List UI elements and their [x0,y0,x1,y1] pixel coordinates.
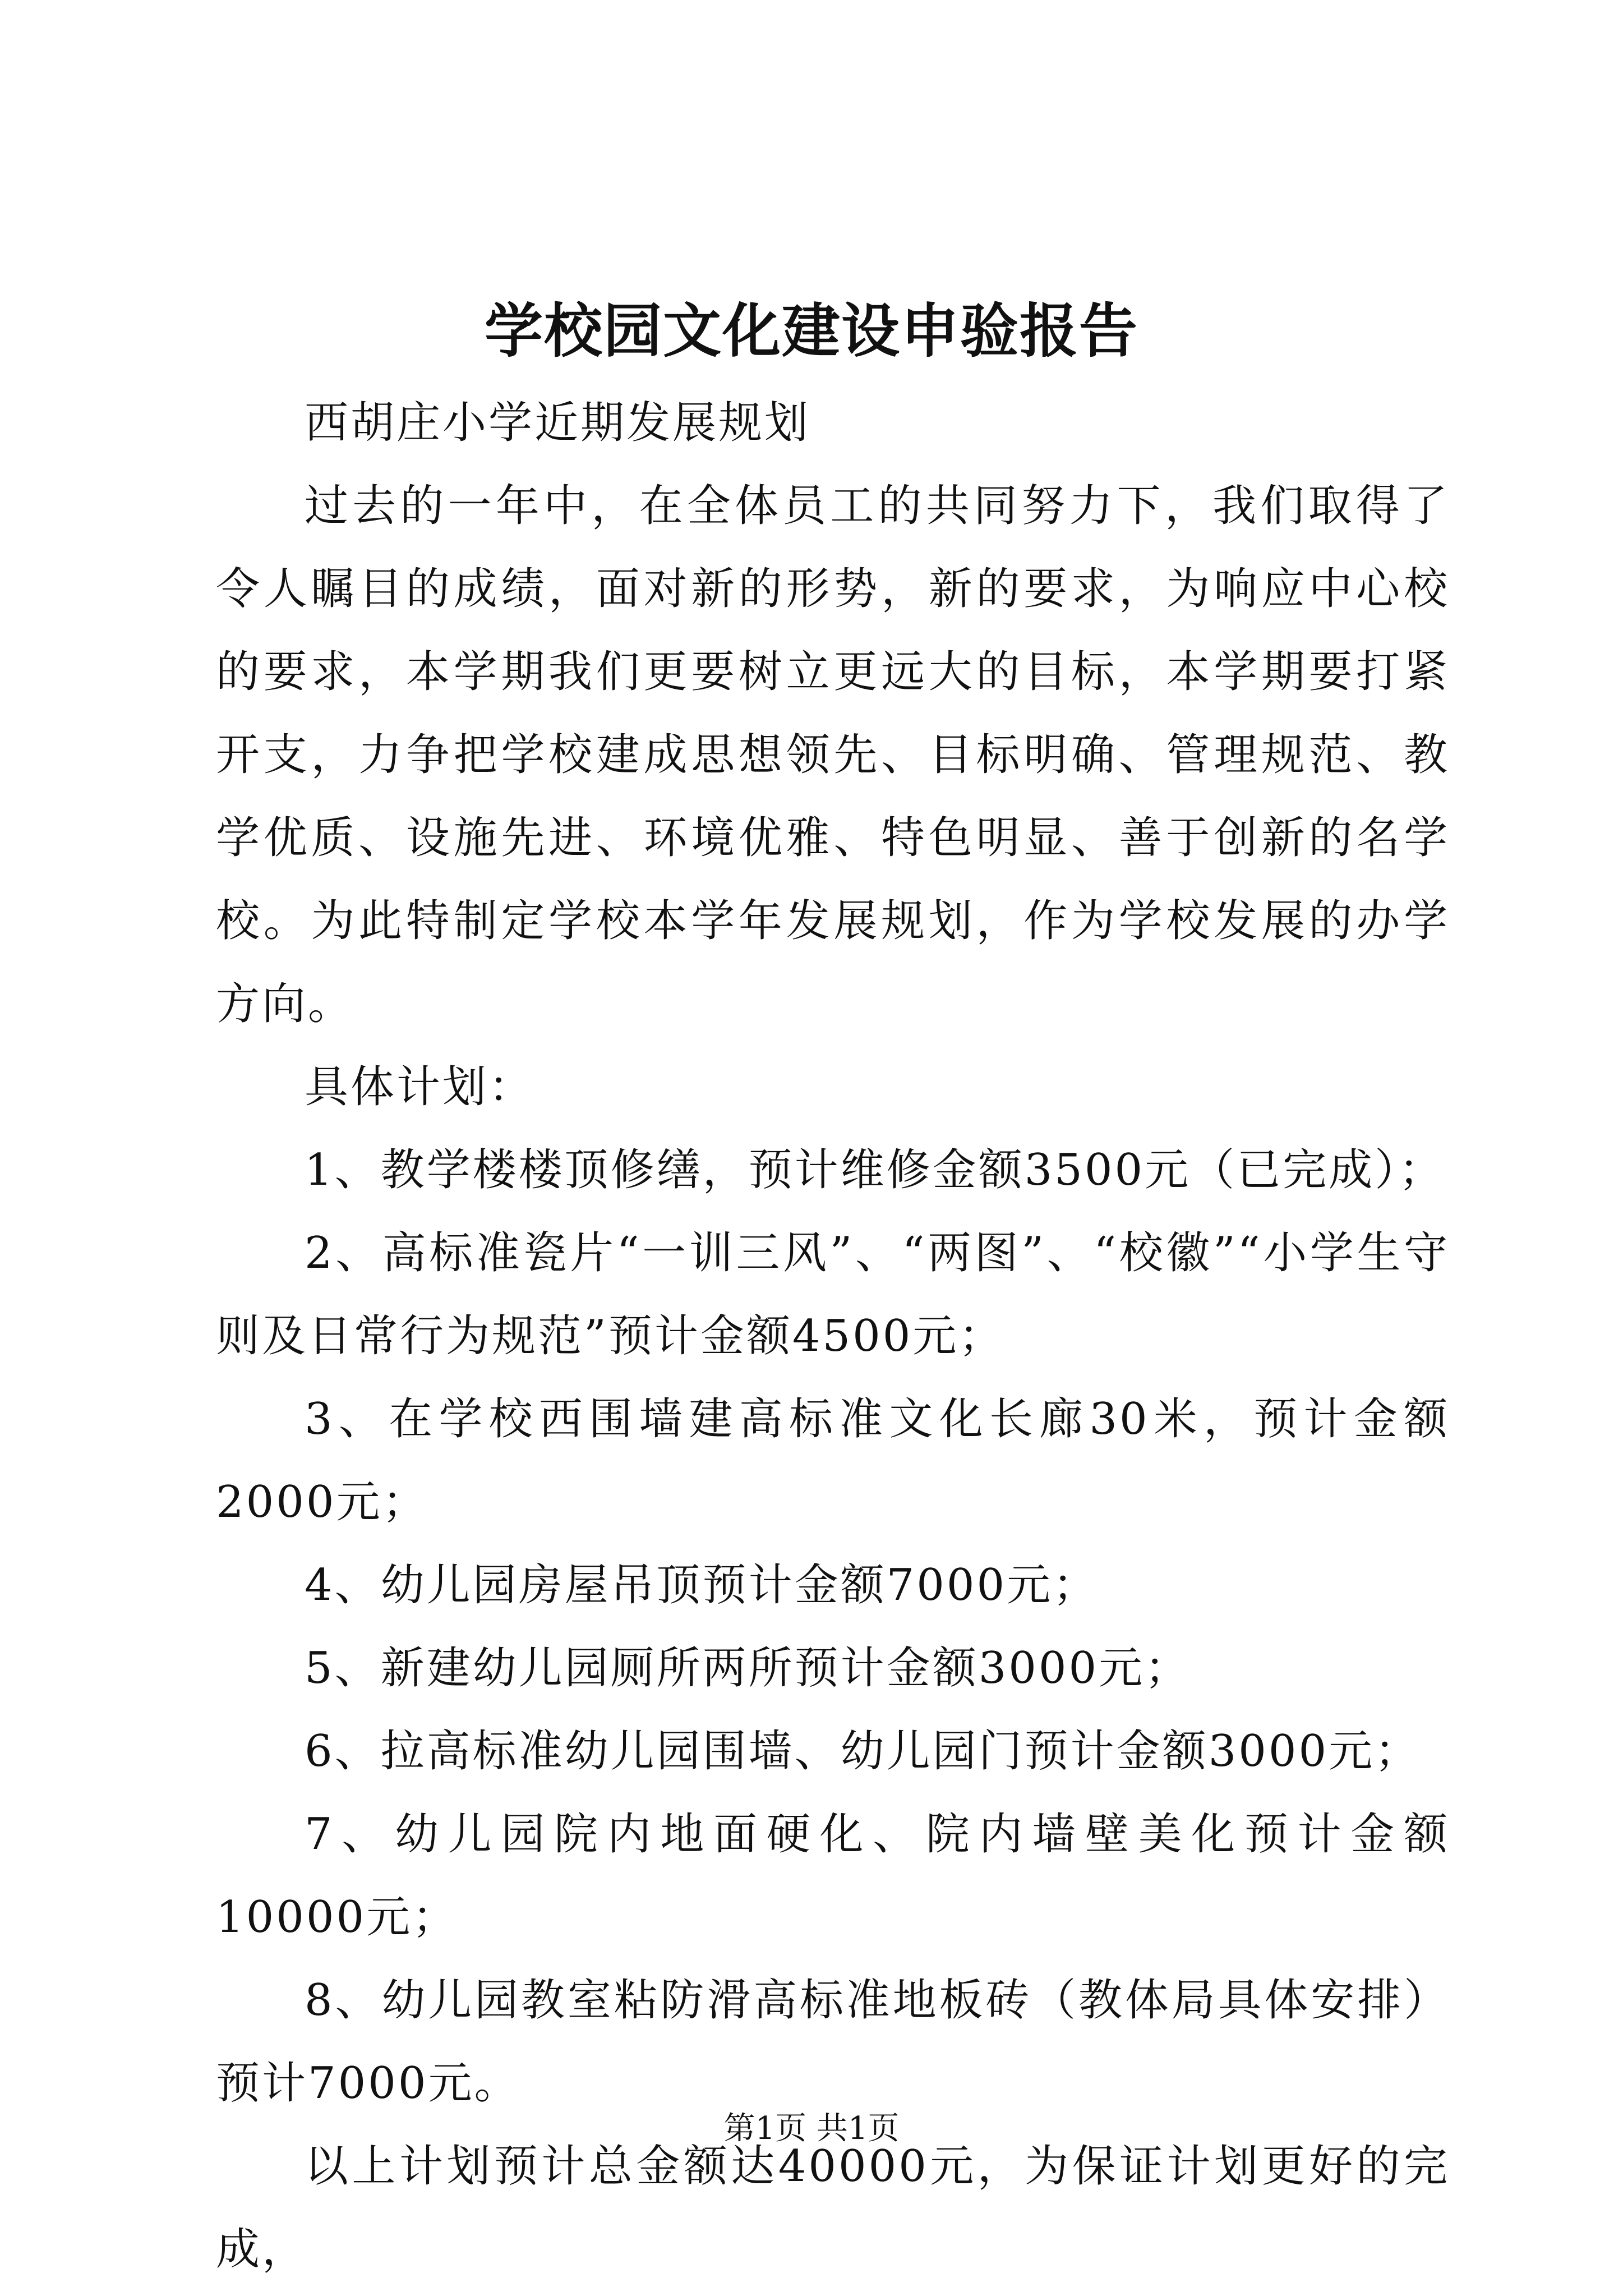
plan-item-3: 3、在学校西围墙建高标准文化长廊30米，预计金额2000元； [216,1394,1450,1527]
document-body [216,381,1450,2291]
paragraph-intro: 过去的一年中，在全体员工的共同努力下，我们取得了令人瞩目的成绩，面对新的形势，新的要求，为响应中心校的要求，本学期我们更要树立更远大的目标，本学期要打紧开支，力争把学校建成思想领先、目标明确、管理规范、教学优质、设施先进、环境优雅、特色明显、善于创新的名学校。为此特制定学校本学年发展规划，作为学校发展的办学方向。 [216,481,1450,1029]
document-title: 学校园文化建设申验报告 [484,296,1138,365]
plan-item-8: 8、幼儿园教室粘防滑高标准地板砖（教体局具体安排）预计7000元。 [216,1975,1450,2109]
plan-item-2: 2、高标准瓷片“一训三风”、“两图”、“校徽”“小学生守则及日常行为规范”预计金额4500元； [216,1228,1450,1361]
plan-item-1: 1、教学楼楼顶修缮，预计维修金额3500元（已完成）； [305,1145,1445,1195]
paragraph-subtitle: 西胡庄小学近期发展规划 [305,398,811,448]
plan-item-7: 7、幼儿园院内地面硬化、院内墙壁美化预计金额10000元； [216,1809,1450,1943]
paragraph-plan-heading: 具体计划： [305,1062,535,1112]
plan-item-4: 4、幼儿园房屋吊顶预计金额7000元； [305,1560,1099,1611]
paragraph-summary: 以上计划预计总金额达40000元，为保证计划更好的完成， [216,2141,1450,2275]
page-footer: 第1页 共1页 [723,2110,900,2147]
plan-item-6: 6、拉高标准幼儿园围墙、幼儿园门预计金额3000元； [305,1726,1421,1777]
plan-item-5: 5、新建幼儿园厕所两所预计金额3000元； [305,1643,1191,1694]
